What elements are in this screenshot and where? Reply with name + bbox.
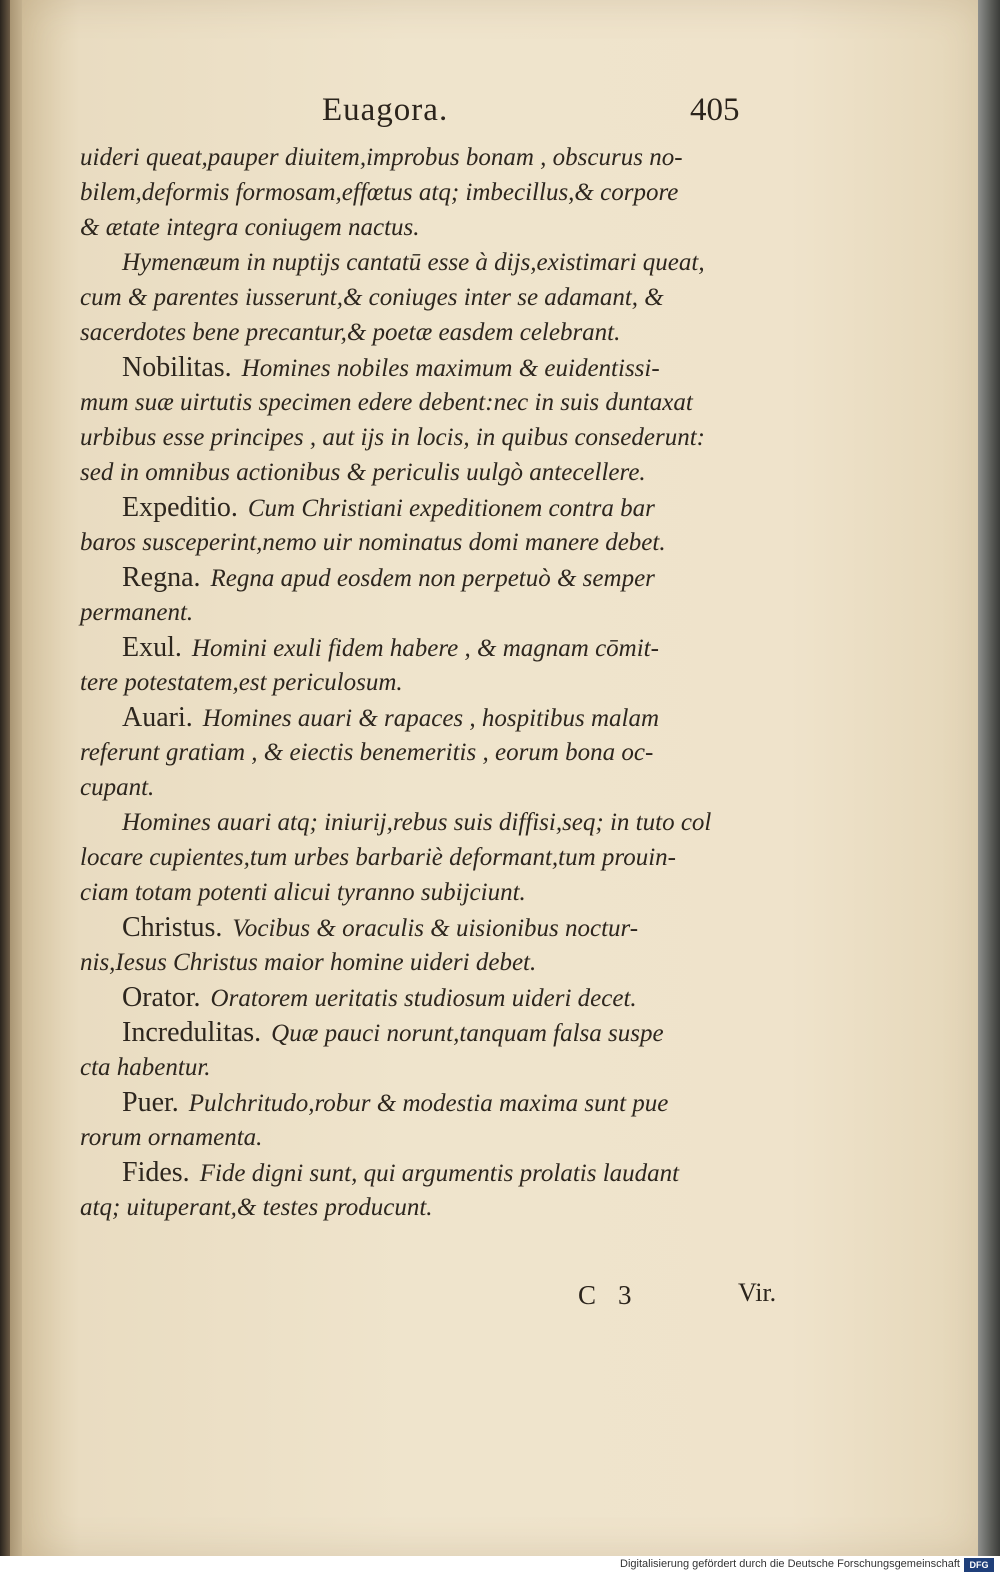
text-line (80, 805, 780, 840)
line-text: tere potestatem,est periculosum. (80, 669, 403, 696)
running-head: Euagora. (322, 92, 449, 128)
text-line (80, 770, 780, 805)
entry-heading: Expeditio. (122, 492, 238, 523)
line-text: Hymenæum in nuptijs cantatū esse à dijs,existimari queat, (122, 249, 705, 276)
page-number: 405 (690, 92, 740, 128)
text-line (80, 595, 780, 630)
text-line (80, 840, 780, 875)
line-text: Cum Christiani expeditionem contra bar (247, 495, 655, 522)
text-line (80, 280, 780, 315)
entry-heading: Exul. (122, 632, 182, 663)
text-line (80, 560, 780, 595)
line-text: Regna apud eosdem non perpetuò & semper (210, 565, 655, 592)
line-text: cum & parentes iusserunt,& coniuges inter se adamant, & (80, 284, 664, 311)
line-text: ciam totam potenti alicui tyranno subijciunt. (80, 879, 526, 906)
line-text: mum suæ uirtutis specimen edere debent:nec in suis duntaxat (80, 389, 693, 416)
line-text: Vocibus & oraculis & uisionibus noctur- (232, 915, 639, 942)
entry-heading: Puer. (122, 1087, 179, 1118)
entry-heading: Orator. (122, 982, 201, 1013)
text-line (80, 315, 780, 350)
text-line (80, 980, 780, 1015)
text-line (80, 385, 780, 420)
text-line (80, 630, 780, 665)
signature-number: 3 (618, 1280, 632, 1310)
text-line (80, 245, 780, 280)
text-line (80, 700, 780, 735)
text-line (80, 350, 780, 385)
text-line (80, 735, 780, 770)
line-text: & ætate integra coniugem nactus. (80, 214, 420, 241)
line-text: rorum ornamenta. (80, 1124, 263, 1151)
line-text: baros susceperint,nemo uir nominatus domi manere debet. (80, 529, 666, 556)
line-text: referunt gratiam , & eiectis benemeritis , eorum bona oc- (80, 739, 654, 766)
line-text: Homines auari & rapaces , hospitibus malam (202, 705, 660, 732)
line-text: nis,Iesus Christus maior homine uideri debet. (80, 949, 537, 976)
text-line (80, 910, 780, 945)
text-line (80, 875, 780, 910)
line-text: bilem,deformis formosam,effœtus atq; imbecillus,& corpore (80, 179, 679, 206)
book-page (22, 0, 982, 1556)
text-line (80, 1015, 780, 1050)
line-text: Quæ pauci norunt,tanquam falsa suspe (271, 1020, 664, 1047)
text-line (80, 665, 780, 700)
catchword: Vir. (738, 1278, 777, 1307)
line-text: permanent. (80, 599, 194, 626)
text-line (80, 525, 780, 560)
entry-heading: Fides. (122, 1157, 190, 1188)
body-text (80, 140, 780, 1225)
line-text: Fide digni sunt, qui argumentis prolatis laudant (199, 1160, 680, 1187)
line-text: sacerdotes bene precantur,& poetæ easdem celebrant. (80, 319, 621, 346)
line-text: Homini exuli fidem habere , & magnam cōmit- (191, 635, 659, 662)
entry-heading: Nobilitas. (122, 352, 232, 383)
text-line (80, 175, 780, 210)
line-text: Pulchritudo,robur & modestia maxima sunt pue (188, 1090, 669, 1117)
text-line (80, 1085, 780, 1120)
text-line (80, 945, 780, 980)
signature-letter: C (578, 1280, 597, 1310)
text-line (80, 1050, 780, 1085)
line-text: locare cupientes,tum urbes barbariè deformant,tum prouin- (80, 844, 676, 871)
entry-heading: Incredulitas. (122, 1017, 262, 1048)
text-line (80, 420, 780, 455)
line-text: cta habentur. (80, 1054, 211, 1081)
line-text: Homines auari atq; iniurij,rebus suis diffisi,seq; in tuto col (122, 809, 712, 836)
signature-mark (578, 1280, 654, 1311)
line-text: cupant. (80, 774, 155, 801)
entry-heading: Auari. (122, 702, 193, 733)
text-line (80, 140, 780, 175)
digitization-credit: Digitalisierung gefördert durch die Deutsche Forschungsgemeinschaft (620, 1558, 960, 1570)
line-text: Oratorem ueritatis studiosum uideri decet. (210, 985, 637, 1012)
text-line (80, 1155, 780, 1190)
line-text: uideri queat,pauper diuitem,improbus bonam , obscurus no- (80, 144, 683, 171)
text-line (80, 1190, 780, 1225)
entry-heading: Regna. (122, 562, 201, 593)
dfg-logo: DFG (964, 1558, 994, 1572)
text-line (80, 1120, 780, 1155)
line-text: sed in omnibus actionibus & periculis uulgò antecellere. (80, 459, 646, 486)
line-text: urbibus esse principes , aut ijs in locis, in quibus consederunt: (80, 424, 705, 451)
scan-background-edge (978, 0, 1000, 1556)
text-line (80, 455, 780, 490)
line-text: atq; uituperant,& testes producunt. (80, 1194, 433, 1221)
text-line (80, 490, 780, 525)
text-line (80, 210, 780, 245)
line-text: Homines nobiles maximum & euidentissi- (241, 355, 660, 382)
entry-heading: Christus. (122, 912, 223, 943)
